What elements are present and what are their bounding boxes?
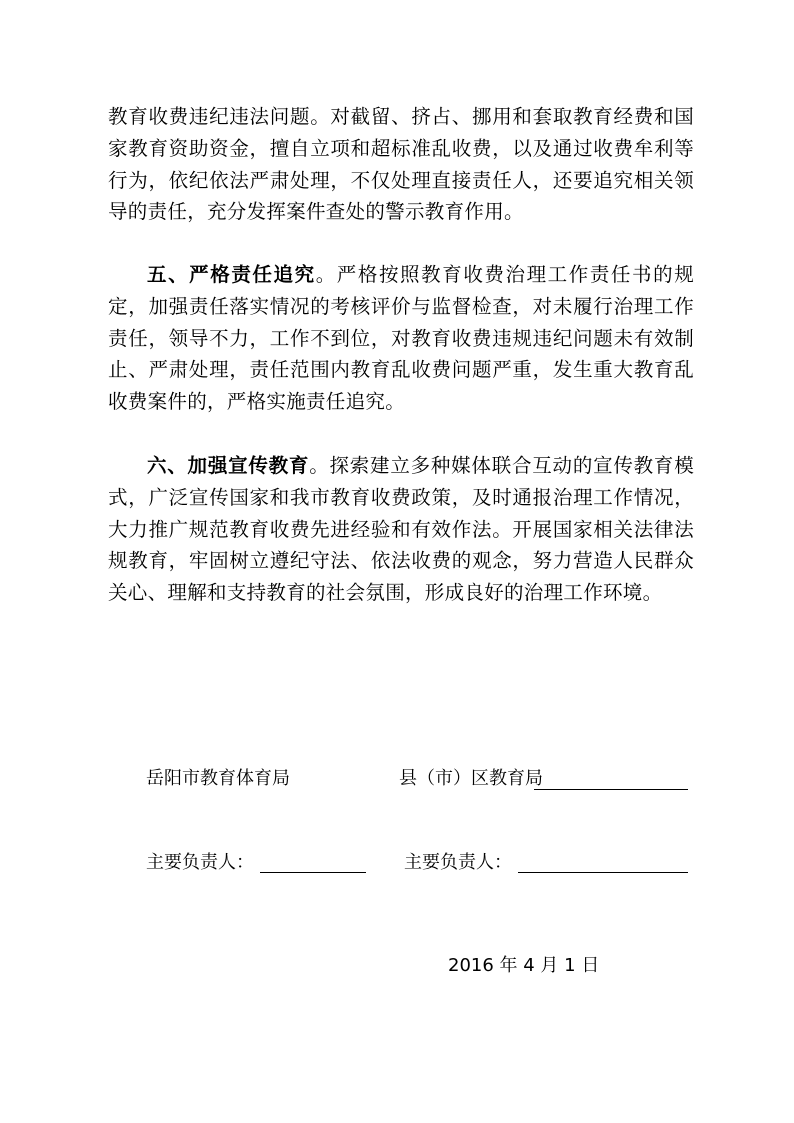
right-head-label: 主要负责人： bbox=[404, 852, 512, 873]
left-organization: 岳阳市教育体育局 bbox=[146, 768, 290, 789]
section-five-heading: 五、严格责任追究 bbox=[147, 263, 316, 286]
left-head-label: 主要负责人： bbox=[146, 852, 254, 873]
paragraph-accountability bbox=[108, 259, 694, 418]
paragraph-discipline bbox=[108, 101, 694, 228]
left-head-signature-line bbox=[260, 872, 366, 873]
signing-date: 2016 年 4 月 1 日 bbox=[448, 955, 600, 976]
right-head-signature-line bbox=[518, 872, 688, 873]
right-organization-blank-line bbox=[534, 789, 688, 790]
section-five-text: 。严格按照教育收费治理工作责任书的规定，加强责任落实情况的考核评价与监督检查，对未履行治理工作责任，领导不力，工作不到位，对教育收费违规违纪问题未有效制止、严肃处理，责任范围内教育乱收费问题严重，发生重大教育乱收费案件的，严格实施责任追究。 bbox=[108, 263, 694, 414]
right-organization: 县（市）区教育局 bbox=[399, 768, 543, 789]
paragraph-publicity bbox=[108, 450, 694, 609]
section-six-text: 。探索建立多种媒体联合互动的宣传教育模式，广泛宣传国家和我市教育收费政策，及时通报治理工作情况，大力推广规范教育收费先进经验和有效作法。开展国家相关法律法规教育，牢固树立遵纪守法、依法收费的观念，努力营造人民群众关心、理解和支持教育的社会氛围，形成良好的治理工作环境。 bbox=[108, 454, 694, 605]
paragraph-discipline-text: 教育收费违纪违法问题。对截留、挤占、挪用和套取教育经费和国家教育资助资金，擅自立项和超标准乱收费，以及通过收费牟利等行为，依纪依法严肃处理，不仅处理直接责任人，还要追究相关领导的责任，充分发挥案件查处的警示教育作用。 bbox=[108, 105, 694, 224]
section-six-heading: 六、加强宣传教育 bbox=[147, 454, 310, 477]
